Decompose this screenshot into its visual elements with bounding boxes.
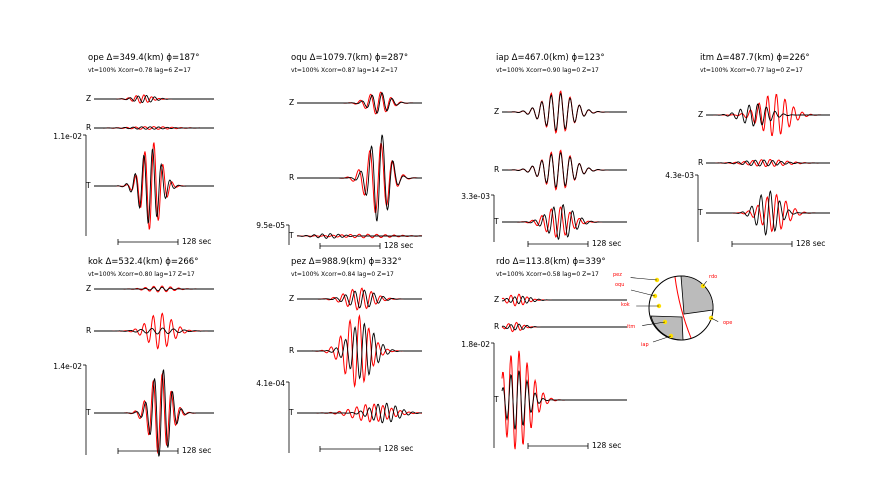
- observed-trace-R: [297, 324, 422, 379]
- station-leader: [653, 336, 671, 342]
- component-label-T: T: [289, 408, 294, 417]
- observed-trace-R: [94, 127, 214, 129]
- observed-trace-T: [94, 370, 214, 457]
- panel-title: oqu Δ=1079.7(km) ϕ=287°: [291, 53, 409, 63]
- station-label-oqu: oqu: [615, 282, 625, 288]
- component-label-R: R: [86, 326, 92, 335]
- station-label-ope: ope: [723, 320, 733, 326]
- observed-trace-Z: [297, 93, 422, 113]
- station-panel-itm: [665, 53, 830, 248]
- station-label-itm: itm: [627, 324, 636, 330]
- station-panel-ope: [53, 53, 214, 246]
- amplitude-label: 1.8e-02: [461, 340, 490, 349]
- observed-trace-R: [502, 153, 627, 187]
- component-label-T: T: [698, 208, 703, 217]
- component-label-R: R: [698, 158, 704, 167]
- station-panel-iap: [461, 53, 627, 248]
- time-scale-label: 128 sec: [182, 446, 212, 455]
- observed-trace-Z: [706, 104, 830, 126]
- panel-title: itm Δ=487.7(km) ϕ=226°: [700, 53, 810, 63]
- component-label-Z: Z: [86, 94, 92, 103]
- component-label-R: R: [289, 173, 295, 182]
- component-label-T: T: [86, 408, 91, 417]
- component-label-Z: Z: [494, 295, 500, 304]
- amplitude-label: 4.1e-04: [256, 379, 285, 388]
- component-label-Z: Z: [289, 98, 295, 107]
- station-label-pez: pez: [613, 272, 622, 278]
- observed-trace-T: [297, 403, 422, 422]
- component-label-T: T: [494, 395, 499, 404]
- component-label-T: T: [86, 181, 91, 190]
- time-scale-label: 128 sec: [592, 441, 622, 450]
- amplitude-label: 1.4e-02: [53, 362, 82, 371]
- station-leader: [631, 290, 655, 296]
- panel-title: pez Δ=988.9(km) ϕ=332°: [291, 257, 402, 267]
- observed-trace-R: [502, 324, 627, 330]
- observed-trace-R: [297, 135, 422, 221]
- station-panel-pez: [256, 257, 422, 453]
- panel-subtitle: vt=100% Xcorr=0.87 lag=14 Z=17: [291, 67, 398, 74]
- time-scale-label: 128 sec: [796, 239, 826, 248]
- component-label-Z: Z: [494, 107, 500, 116]
- time-scale-label: 128 sec: [592, 239, 622, 248]
- component-label-Z: Z: [86, 284, 92, 293]
- observed-trace-R: [94, 328, 214, 334]
- station-panel-kok: [53, 257, 214, 456]
- component-label-R: R: [494, 322, 500, 331]
- station-leader: [631, 278, 657, 280]
- component-label-R: R: [289, 346, 295, 355]
- panel-title: kok Δ=532.4(km) ϕ=266°: [88, 257, 199, 267]
- panel-subtitle: vt=100% Xcorr=0.90 lag=0 Z=17: [496, 67, 599, 74]
- amplitude-label: 9.5e-05: [256, 221, 285, 230]
- station-label-kok: kok: [621, 302, 630, 308]
- component-label-R: R: [86, 123, 92, 132]
- station-label-iap: iap: [641, 342, 649, 348]
- observed-trace-Z: [502, 94, 627, 131]
- component-label-T: T: [289, 231, 294, 240]
- panel-subtitle: vt=100% Xcorr=0.58 lag=0 Z=17: [496, 271, 599, 278]
- station-label-rdo: rdo: [709, 274, 718, 280]
- amplitude-label: 1.1e-02: [53, 132, 82, 141]
- beachball: [613, 272, 732, 348]
- panel-subtitle: vt=100% Xcorr=0.80 lag=17 Z=17: [88, 271, 195, 278]
- observed-trace-Z: [94, 287, 214, 290]
- component-label-R: R: [494, 165, 500, 174]
- panel-subtitle: vt=100% Xcorr=0.84 lag=0 Z=17: [291, 271, 394, 278]
- panel-subtitle: vt=100% Xcorr=0.78 lag=6 Z=17: [88, 67, 191, 74]
- time-scale-label: 128 sec: [384, 241, 414, 250]
- component-label-Z: Z: [698, 110, 704, 119]
- amplitude-label: 4.3e-03: [665, 171, 694, 180]
- component-label-T: T: [494, 217, 499, 226]
- station-panel-oqu: [256, 53, 422, 250]
- panel-title: ope Δ=349.4(km) ϕ=187°: [88, 53, 200, 63]
- station-panel-rdo: [461, 257, 627, 450]
- time-scale-label: 128 sec: [384, 444, 414, 453]
- compressional-quadrant: [681, 276, 713, 314]
- panel-title: iap Δ=467.0(km) ϕ=123°: [496, 53, 605, 63]
- panel-subtitle: vt=100% Xcorr=0.77 lag=0 Z=17: [700, 67, 803, 74]
- amplitude-label: 3.3e-03: [461, 192, 490, 201]
- observed-trace-T: [94, 149, 214, 223]
- component-label-Z: Z: [289, 294, 295, 303]
- time-scale-label: 128 sec: [182, 237, 212, 246]
- panel-title: rdo Δ=113.8(km) ϕ=339°: [496, 257, 606, 267]
